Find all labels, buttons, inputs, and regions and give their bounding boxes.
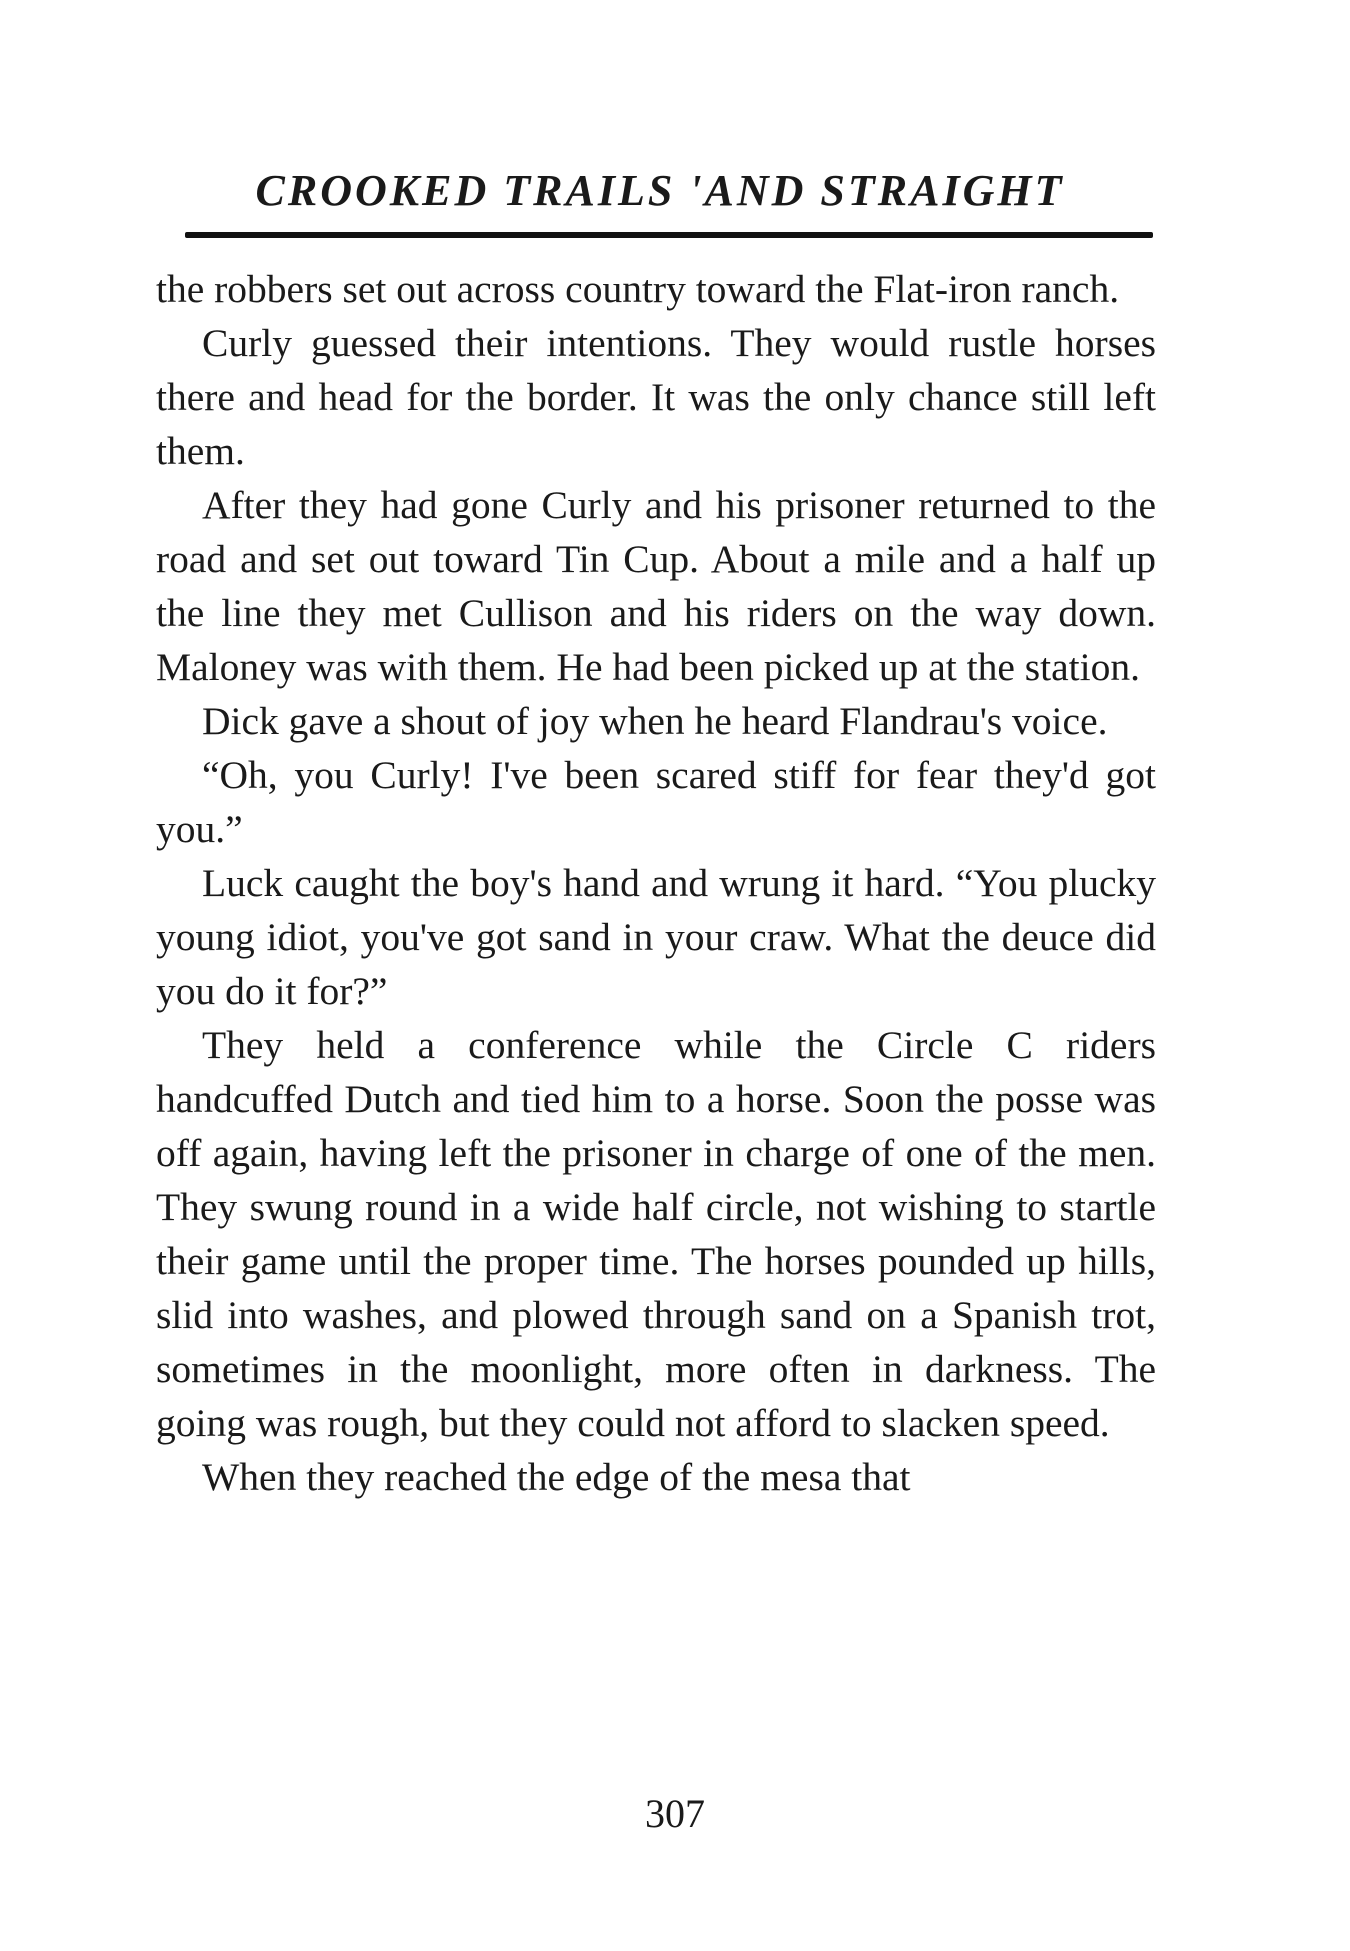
paragraph: When they reached the edge of the mesa that [202,1455,911,1499]
header-rule [185,232,1153,238]
running-head: CROOKED TRAILS 'AND STRAIGHT [255,166,1065,215]
paragraph: “Oh, you Curly! I've been scared stiff for fear they'd got you.” [156,753,1156,851]
paragraph: Luck caught the boy's hand and wrung it hard. “You plucky young idiot, you've got sand in your craw. What the deuce did you do it for?” [156,861,1156,1013]
paragraph: After they had gone Curly and his prisoner returned to the road and set out toward Tin Cup. About a mile and a half up the line they met Cullison and his riders on the way down. Maloney was with them. He had been picked up at the station. [156,483,1156,689]
paragraph: Curly guessed their intentions. They would rustle horses there and head for the border. It was the only chance still left them. [156,321,1156,473]
paragraph: They held a conference while the Circle C riders handcuffed Dutch and tied him to a horse. Soon the posse was off again, having left the prisoner in charge of one of the men. They swung round in a wide half circle, not wishing to startle their game until the proper time. The horses pounded up hills, slid into washes, and plowed through sand on a Spanish trot, sometimes in the moonlight, more often in darkness. The going was rough, but they could not afford to slacken speed. [156,1023,1156,1445]
paragraph: Dick gave a shout of joy when he heard Flandrau's voice. [202,699,1108,743]
page-number: 307 [645,1791,705,1836]
body-text [156,262,1156,1504]
paragraph: the robbers set out across country toward the Flat-iron ranch. [156,267,1120,311]
